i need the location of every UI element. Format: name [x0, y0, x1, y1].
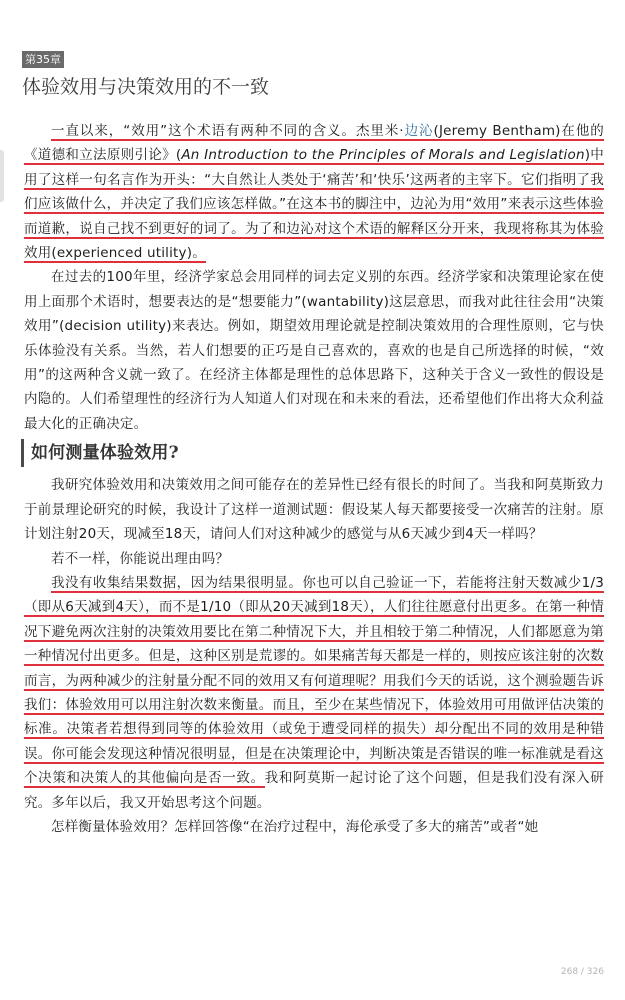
paragraph — [24, 119, 604, 265]
annotated-term[interactable]: 边沁 — [403, 123, 434, 139]
highlight-underline[interactable]: 我没有收集结果数据，因为结果很明显。你也可以自己验证一下，若能将注射天数减少1/3（即从6天减到4天），而不是1/10（即从20天减到18天），人们往往愿意付出更多。在第一种情况下避免两次注射的决策效用要比在第二种情况下大，并且相较于第二种情况，人们都愿意为第一种情况付出更多。 — [24, 574, 604, 665]
paragraph: 在过去的100年里，经济学家总会用同样的词去定义别的东西。经济学家和决策理论家在使用上面那个术语时，想要表达的是“想要能力”(wantability)这层意思，而我对此往往会用“决策效用”(decision utility)来表达。例如，期望效用理论就是控制决策效用的合理性原则，它与快乐体验没有关系。当然，若人们想要的正巧是自己喜欢的，喜欢的也是自己所选择的时候，“效用”的这两种含义就一致了。在经济主体都是理性的总体思路下，这种关于含义一致性的假设是内隐的。人们希望理性的经济行为人知道人们对现在和未来的看法，还希望他们作出将大众利益最大化的正确决定。 — [24, 269, 604, 432]
reading-content — [24, 119, 604, 839]
paragraph: 怎样衡量体验效用？怎样回答像“在治疗过程中，海伦承受了多大的痛苦”或者“她 — [51, 818, 539, 835]
book-title: An Introduction to the Principles of Morals and Legislation — [181, 147, 585, 164]
chapter-title: 体验效用与决策效用的不一致 — [22, 76, 270, 98]
page-indicator: 268 / 326 — [560, 967, 604, 977]
highlight-underline[interactable]: 一直以来，“效用”这个术语有两种不同的含义。杰里米·边沁(Jeremy Bentham)在他的《道德和立法原则引论》(An Introduction to the Principles of Morals and Legislation)中用了这样一句名言作为开头：“大自然让人类处于‘痛苦’和‘快乐’这两者的主宰下。它们指明了我们应该做什么，并决定了我们应该怎样做。”在这本书的脚注中，边沁为用“效用”来表示这些体验而道歉，说自己找不到更好的词了。为了和边沁对这个术语的解释区分开来，我现将称其为体验效用(experienced utility)。 — [24, 123, 605, 262]
paragraph: 若不一样，你能说出理由吗？ — [51, 550, 230, 567]
side-edge-tab[interactable] — [0, 150, 4, 202]
chapter-badge: 第35章 — [22, 51, 64, 68]
paragraph: 我没有收集结果数据，因为结果很明显。你也可以自己验证一下，若能将注射天数减少1/3（即从6天减到4天），而不是1/10（即从20天减到18天），人们往往愿意付出更多。在第一种情况下避免两次注射的决策效用要比在第二种情况下大，并且相较于第二种情况，人们都愿意为第一种情况付出更多。但是，这种区别是荒谬的。如果痛苦每天都是一样的，则按应该注射的次数而言，为两种减少的注射量分配不同的效用又有何道理呢？用我们今天的话说，这个测验题告诉我们：体验效用可以用注射次数来衡量。而且，至少在某些情况下，体验效用可用做评估决策的标准。决策者若想得到同等的体验效用（或免于遭受同样的损失）却分配出不同的效用是种错误。你可能会发现这种情况很明显，但是在决策理论中，判断决策是否错误的唯一标准就是看这个决策和决策人的其他偏向是否一致。我和阿莫斯一起讨论了这个问题，但是我们没有深入研究。多年以后，我又开始思考这个问题。 — [24, 574, 604, 811]
section-heading: 如何测量体验效用? — [21, 439, 604, 467]
highlight-underline[interactable]: 但是，这种区别是荒谬的。如果痛苦每天都是一样的，则按应该注射的次数而言，为两种减少的注射量分配不同的效用又有何道理呢？用我们今天的话说，这个测验题告诉我们：体验效用可以用注射次数来衡量。而且，至少在某些情况下，体验效用可用做评估决策的标准。决策者若想得到同等的体验效用（或免于遭受同样的损失）却分配出不同的效用是种错误。你可能会发现这种情况很明显，但是在决策理论中，判断决策是否错误的唯一标准就是看这个决策和决策人的其他偏向是否一致。 — [24, 648, 604, 787]
paragraph: 我研究体验效用和决策效用之间可能存在的差异性已经有很长的时间了。当我和阿莫斯致力于前景理论研究的时候，我设计了这样一道测试题：假设某人每天都要接受一次痛苦的注射。原计划注射20天，现减至18天，请问人们对这种减少的感觉与从6天减少到4天一样吗？ — [24, 477, 604, 543]
